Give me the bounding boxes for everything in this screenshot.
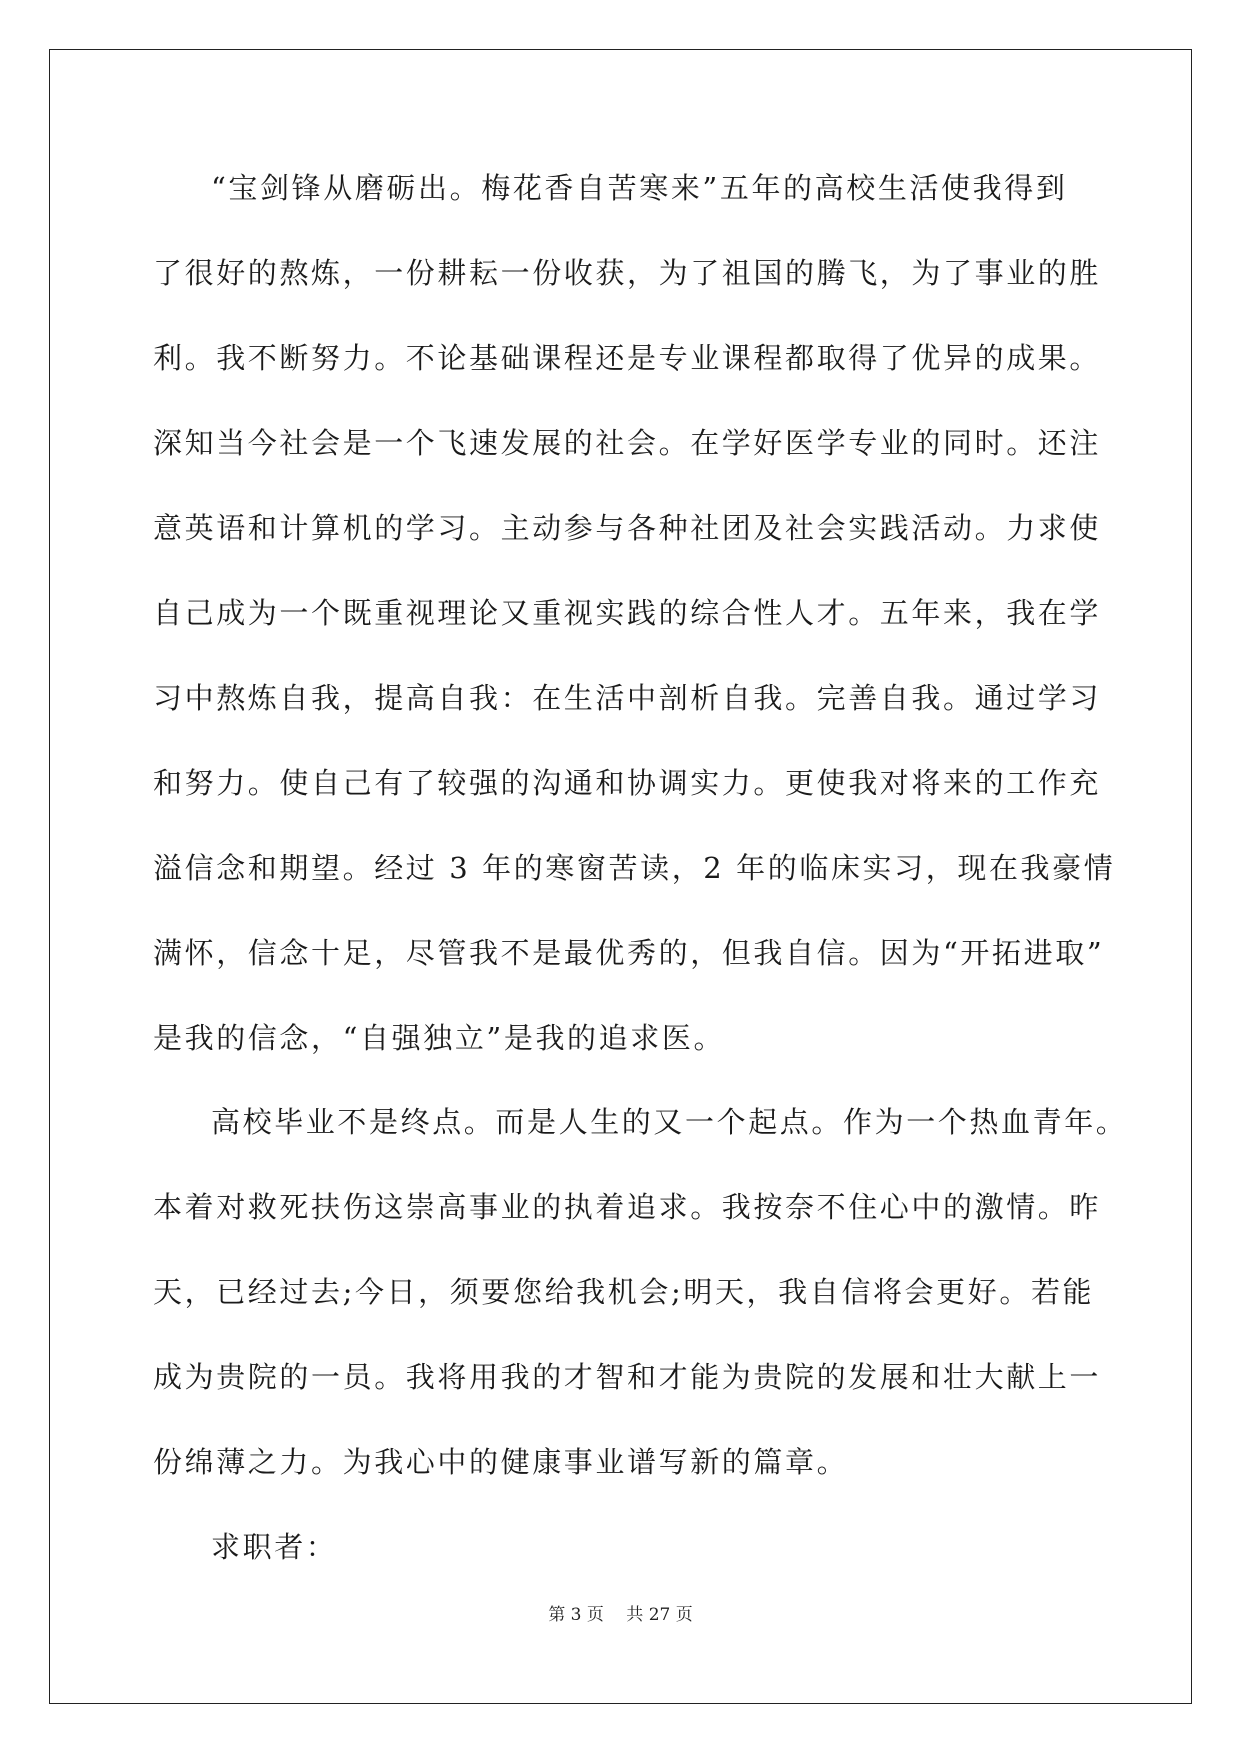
text-line: 溢信念和期望。经过 3 年的寒窗苦读，2 年的临床实习，现在我豪情 xyxy=(153,851,1116,885)
text-line: 份绵薄之力。为我心中的健康事业谱写新的篇章。 xyxy=(153,1445,849,1479)
text-line: 和努力。使自己有了较强的沟通和协调实力。更使我对将来的工作充 xyxy=(153,766,1102,800)
text-line: 习中熬炼自我，提高自我：在生活中剖析自我。完善自我。通过学习 xyxy=(153,681,1102,715)
text-line: 成为贵院的一员。我将用我的才智和才能为贵院的发展和壮大献上一 xyxy=(153,1360,1102,1394)
text-line: 满怀，信念十足，尽管我不是最优秀的，但我自信。因为“开拓进取” xyxy=(153,936,1105,970)
text-line: 意英语和计算机的学习。主动参与各种社团及社会实践活动。力求使 xyxy=(153,511,1102,545)
text-line: 天，已经过去;今日，须要您给我机会;明天，我自信将会更好。若能 xyxy=(153,1275,1095,1309)
page-number: 第 3 页 共 27 页 xyxy=(548,1605,693,1625)
signature-label: 求职者： xyxy=(211,1530,338,1564)
text-line: 自己成为一个既重视理论又重视实践的综合性人才。五年来，我在学 xyxy=(153,596,1102,630)
text-line: 深知当今社会是一个飞速发展的社会。在学好医学专业的同时。还注 xyxy=(153,426,1102,460)
text-line: 利。我不断努力。不论基础课程还是专业课程都取得了优异的成果。 xyxy=(153,341,1102,375)
text-line: “宝剑锋从磨砺出。梅花香自苦寒来”五年的高校生活使我得到 xyxy=(211,171,1068,205)
text-line: 了很好的熬炼，一份耕耘一份收获，为了祖国的腾飞，为了事业的胜 xyxy=(153,256,1102,290)
text-line: 本着对救死扶伤这崇高事业的执着追求。我按奈不住心中的激情。昨 xyxy=(153,1190,1102,1224)
text-line: 是我的信念，“自强独立”是我的追求医。 xyxy=(153,1021,726,1055)
text-line: 高校毕业不是终点。而是人生的又一个起点。作为一个热血青年。 xyxy=(211,1105,1128,1139)
